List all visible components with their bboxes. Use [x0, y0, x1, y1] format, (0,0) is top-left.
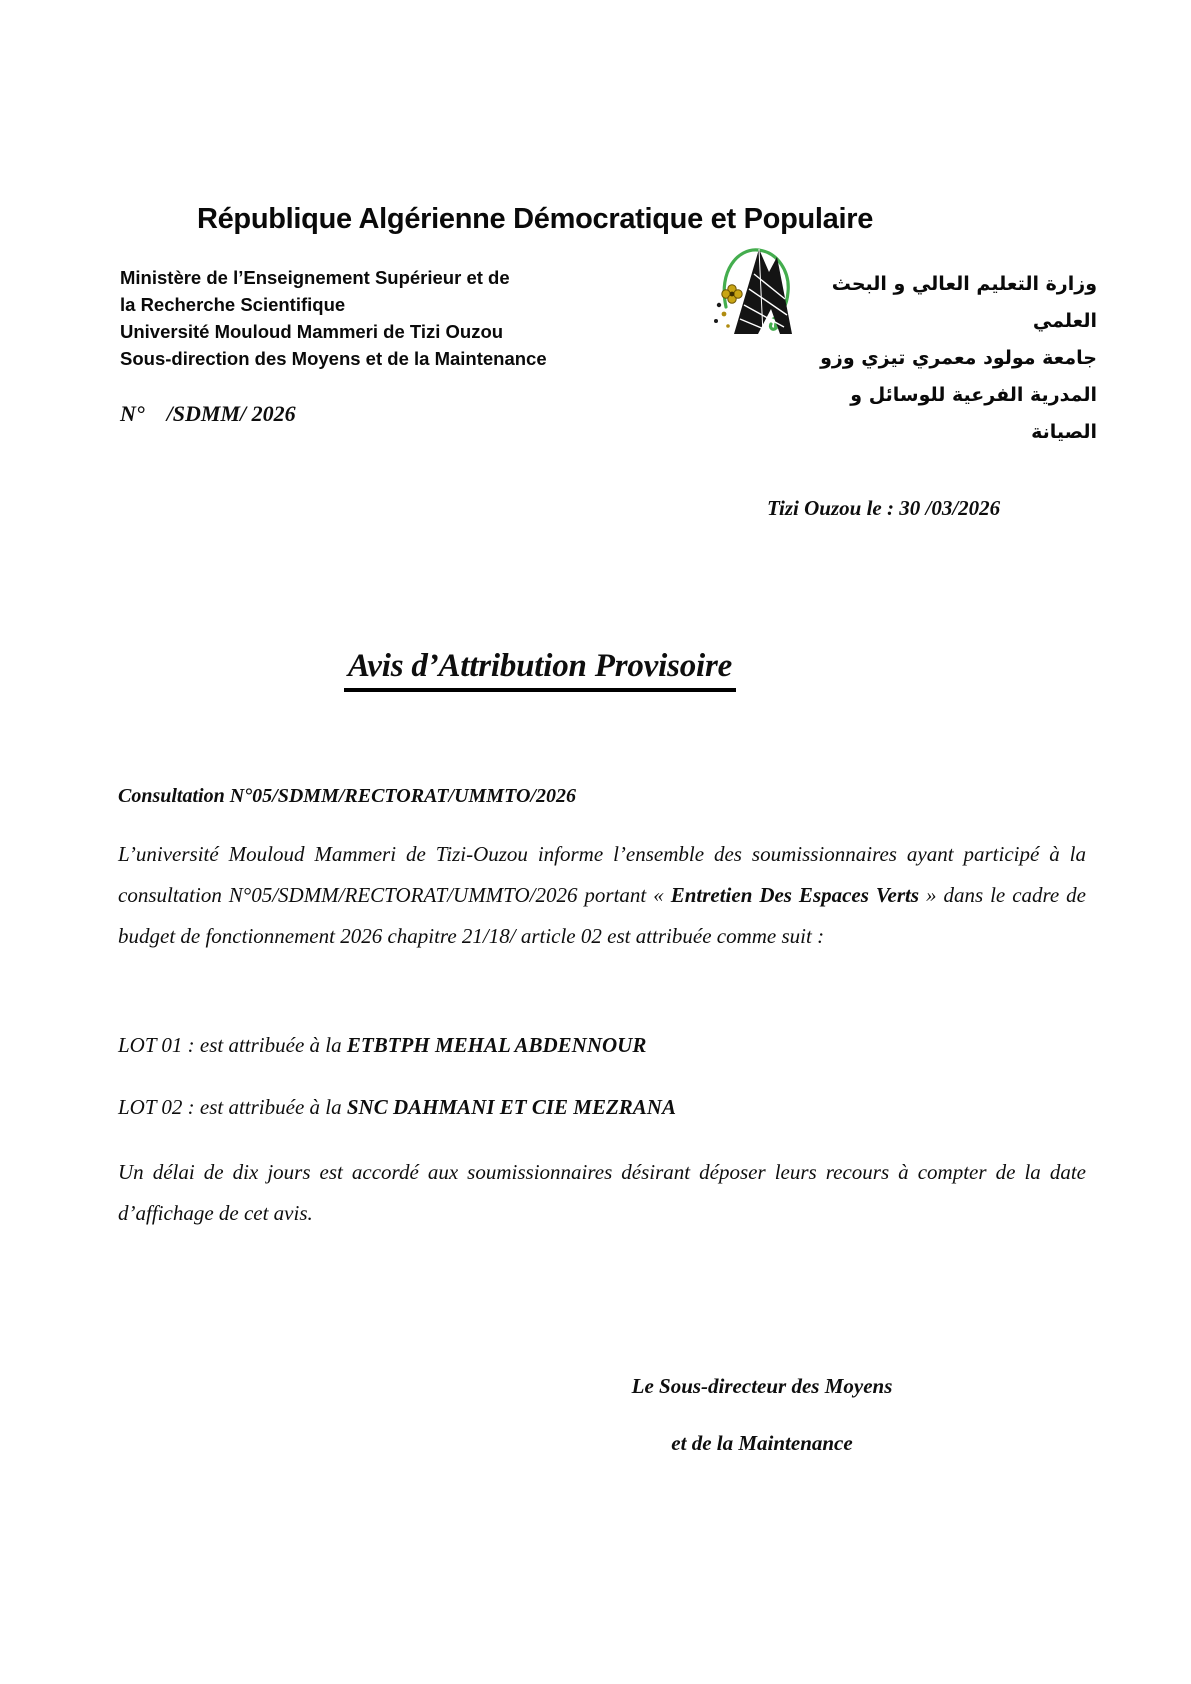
reference-number: N° /SDMM/ 2026 — [120, 401, 296, 426]
notice-title: Avis d’Attribution Provisoire — [344, 648, 736, 692]
ministry-line-1: Ministère de l’Enseignement Supérieur et de — [120, 267, 510, 288]
lot-line-2 — [118, 1095, 676, 1120]
lot1-prefix: LOT 01 : est attribuée à la — [118, 1033, 347, 1057]
ministry-block-fr — [120, 264, 560, 372]
lot-line-1 — [118, 1033, 646, 1058]
intro-paragraph — [118, 834, 1086, 957]
lot2-prefix: LOT 02 : est attribuée à la — [118, 1095, 347, 1119]
ummto-logo — [688, 241, 794, 337]
signature-line2: et de la Maintenance — [671, 1431, 853, 1455]
lot2-company: SNC DAHMANI ET CIE MEZRANA — [346, 1095, 676, 1119]
ministry-ar-line-1: وزارة التعليم العالي و البحث العلمي — [831, 273, 1097, 332]
ministry-ar-line-2: جامعة مولود معمري تيزي وزو — [820, 347, 1097, 369]
notice-title-row — [120, 648, 960, 692]
ummto-logo-icon — [688, 241, 794, 337]
ministry-block-ar — [807, 266, 1097, 451]
ministry-line-3: Université Mouloud Mammeri de Tizi Ouzou — [120, 321, 504, 342]
intro-part2: » dans le cadre de budget de fonctionnement 2026 chapitre 21/18/ article 02 est attribuée comme suit : — [118, 883, 1087, 948]
dateline: Tizi Ouzou le : 30 /03/2026 — [767, 496, 1001, 520]
signature-line1: Le Sous-directeur des Moyens — [631, 1374, 893, 1398]
consultation-heading: Consultation N°05/SDMM/RECTORAT/UMMTO/2026 — [118, 785, 576, 807]
republic-title: République Algérienne Démocratique et Populaire — [196, 203, 874, 235]
signature-block — [562, 1374, 962, 1456]
ministry-ar-line-3: المدرية الفرعية للوسائل و الصيانة — [850, 384, 1097, 443]
ministry-line-4: Sous-direction des Moyens et de la Maintenance — [120, 348, 547, 369]
ministry-line-2: la Recherche Scientifique — [120, 294, 346, 315]
delay-paragraph: Un délai de dix jours est accordé aux soumissionnaires désirant déposer leurs recours à compter de la date d’affichage de cet avis. — [118, 1160, 1086, 1225]
intro-bold-phrase: Entretien Des Espaces Verts — [670, 883, 920, 907]
intro-part1: L’université Mouloud Mammeri de Tizi-Ouzou informe l’ensemble des soumissionnaires ayant participé à la consultation N°05/SDMM/RECTORAT/UMMTO/2026 portant « — [118, 842, 1086, 907]
lot1-company: ETBTPH MEHAL ABDENNOUR — [346, 1033, 647, 1057]
